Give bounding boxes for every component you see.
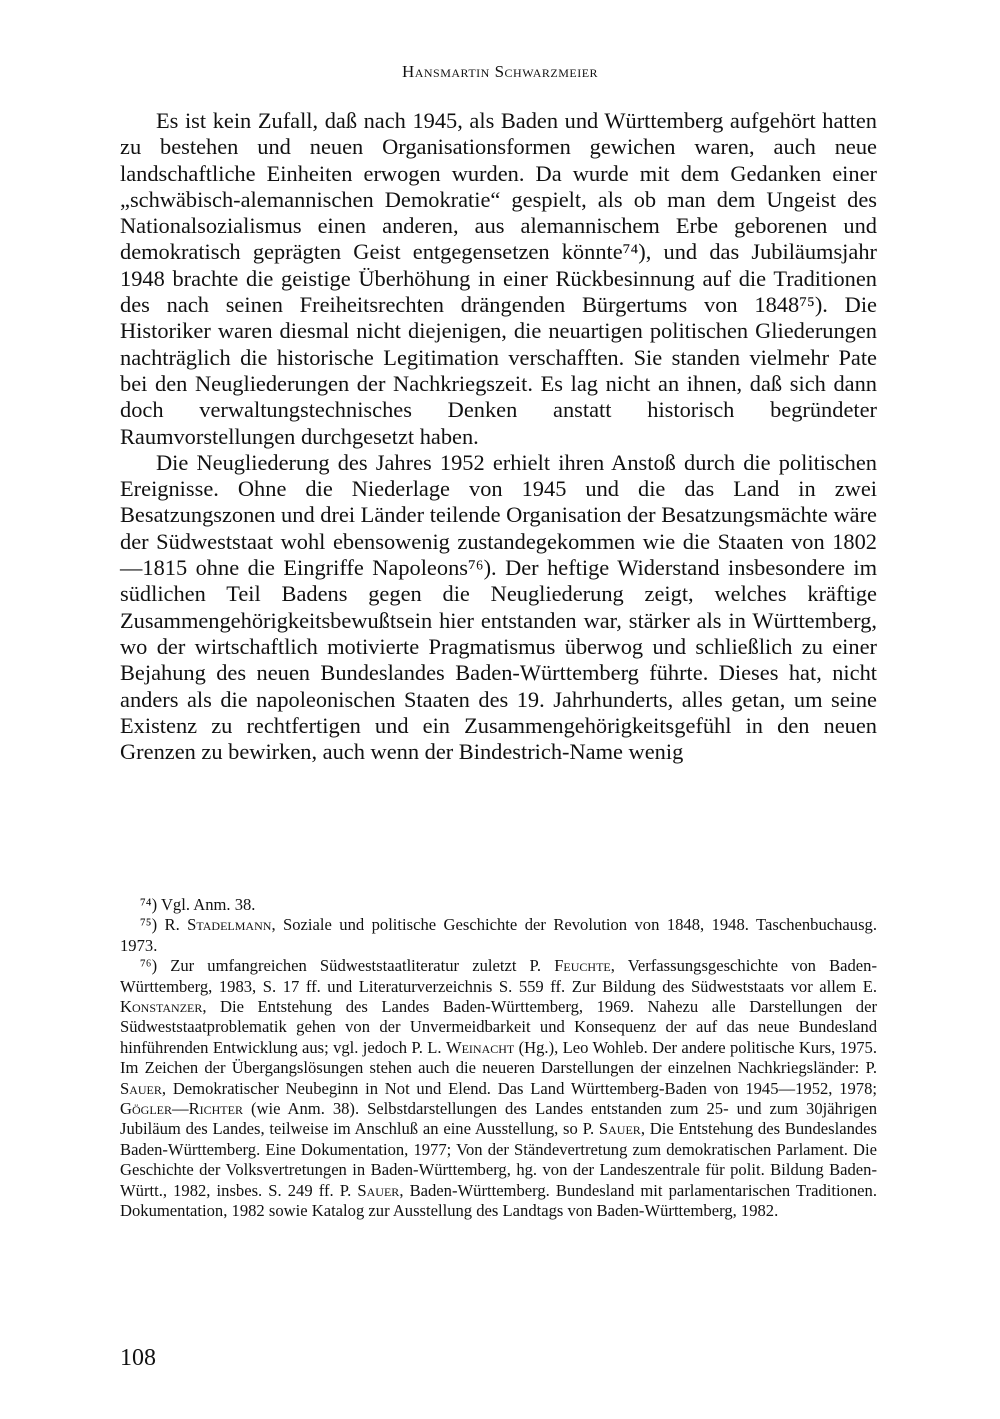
footnote-text: ⁷⁶) Zur umfangreichen Südweststaatliteratur zuletzt P. (140, 956, 555, 976)
footnote-text: , Soziale und politische Geschichte der Revolution von 1848, 1948. Taschenbuchausg. 1973. (120, 915, 877, 955)
author-name: Weinacht (445, 1037, 515, 1057)
footnote-text: , Baden-Württemberg. Bundesland mit parlamentarischen Traditionen. Dokumentation, 1982 sowie Katalog zur Ausstellung des Landtags von Baden-Württemberg, 1982. (120, 1180, 877, 1221)
footnote-text: (wie Anm. 38). Selbstdarstellungen des Landes entstanden zum 25- und zum 30jährigen Jubiläum des Landes, teilweise im Anschluß an eine Ausstellung, so P. (120, 1099, 877, 1139)
author-name: Sauer (357, 1180, 400, 1200)
footnote-text: , Verfassungsgeschichte von Baden-Württemberg, 1983, S. 17 ff. und Literaturverzeichnis S. 559 ff. Zur Bildung des Südweststaats vor allem E. (120, 956, 877, 996)
footnote-76 (120, 956, 877, 1221)
author-name: Konstanzer (120, 997, 203, 1017)
page-number: 108 (120, 1345, 156, 1371)
footnote-text: ⁷⁵) R. (140, 915, 188, 935)
author-name: Stadelmann (187, 915, 272, 935)
author-name: Feuchte (554, 956, 611, 976)
footnote-text: , Die Entstehung des Bundeslandes Baden-Württemberg. Eine Dokumentation, 1977; Von der Ständevertretung zum demokratischen Parlament. Die Geschichte der Volksvertretungen in Baden-Württemberg, hg. von der Landeszentrale für polit. Bildung Baden-Württ., 1982, insbes. S. 249 ff. P. (120, 1119, 877, 1200)
author-name: Sauer (120, 1078, 162, 1098)
paragraph: Es ist kein Zufall, daß nach 1945, als Baden und Württemberg aufgehört hatten zu bestehen und neuen Organisationsformen gewichen waren, auch neue landschaftliche Einheiten erwogen wurden. Da wurde mit dem Gedanken einer „schwäbisch-alemannischen Demokratie“ gespielt, als ob man dem Ungeist des Nationalsozialismus einen anderen, aus alemannischem Erbe geborenen und demokratisch geprägten Geist entgegensetzen könnte⁷⁴), und das Jubiläumsjahr 1948 brachte die geistige Überhöhung in einer Rückbesinnung auf die Traditionen des nach seinen Freiheitsrechten drängenden Bürgertums von 1848⁷⁵). Die Historiker waren diesmal nicht diejenigen, die neuartigen politischen Gliederungen nachträglich die historische Legitimation verschafften. Sie standen vielmehr Pate bei den Neugliederungen der Nachkriegszeit. Es lag nicht an ihnen, daß sich dann doch verwaltungstechnisches Denken anstatt historisch begründeter Raumvorstellungen durchgesetzt haben. (120, 108, 877, 449)
author-name: Gögler—Richter (120, 1099, 243, 1119)
footnote-text: , Die Entstehung des Landes Baden-Württemberg, 1969. Nahezu alle Darstellungen der Südweststaatproblematik gehen von der Unvermeidbarkeit und Konsequenz der auf das neue Bundesland hinführenden Entwicklung aus; vgl. jedoch P. L. (120, 997, 877, 1057)
running-head: Hansmartin Schwarzmeier (401, 62, 599, 81)
main-text (120, 108, 877, 765)
paragraph: Die Neugliederung des Jahres 1952 erhielt ihren Anstoß durch die politischen Ereignisse. Ohne die Niederlage von 1945 und die das Land in zwei Besatzungszonen und drei Länder teilende Organisation der Besatzungsmächte wäre der Südweststaat wohl ebensowenig zustandegekommen wie die Staaten von 1802—1815 ohne die Eingriffe Napoleons⁷⁶). Der heftige Widerstand insbesondere im südlichen Teil Badens gegen die Neugliederung zeigt, welches kräftige Zusammengehörigkeitsbewußtsein hier entstanden war, stärker als in Württemberg, wo der wirtschaftlich motivierte Pragmatismus überwog und schließlich zu einer Bejahung des neuen Bundeslandes Baden-Württemberg führte. Dieses hat, nicht anders als die napoleonischen Staaten des 19. Jahrhunderts, alles getan, um seine Existenz zu rechtfertigen und ein Zusammengehörigkeitsgefühl in den neuen Grenzen zu bewirken, auch wenn der Bindestrich-Name wenig (120, 449, 877, 765)
footnote-74 (120, 895, 877, 915)
footnote-75 (120, 915, 877, 956)
footnote-text: , Demokratischer Neubeginn in Not und Elend. Das Land Württemberg-Baden von 1945—1952, 1978; (161, 1078, 877, 1098)
footnote-text: (Hg.), Leo Wohleb. Der andere politische Kurs, 1975. Im Zeichen der Übergangslösungen stehen auch die neueren Darstellungen der einzelnen Nachkriegsländer: P. (120, 1037, 877, 1078)
author-name: Sauer (598, 1119, 641, 1139)
footnote-text: ⁷⁴) Vgl. Anm. 38. (140, 895, 256, 914)
footnotes (120, 895, 877, 1222)
